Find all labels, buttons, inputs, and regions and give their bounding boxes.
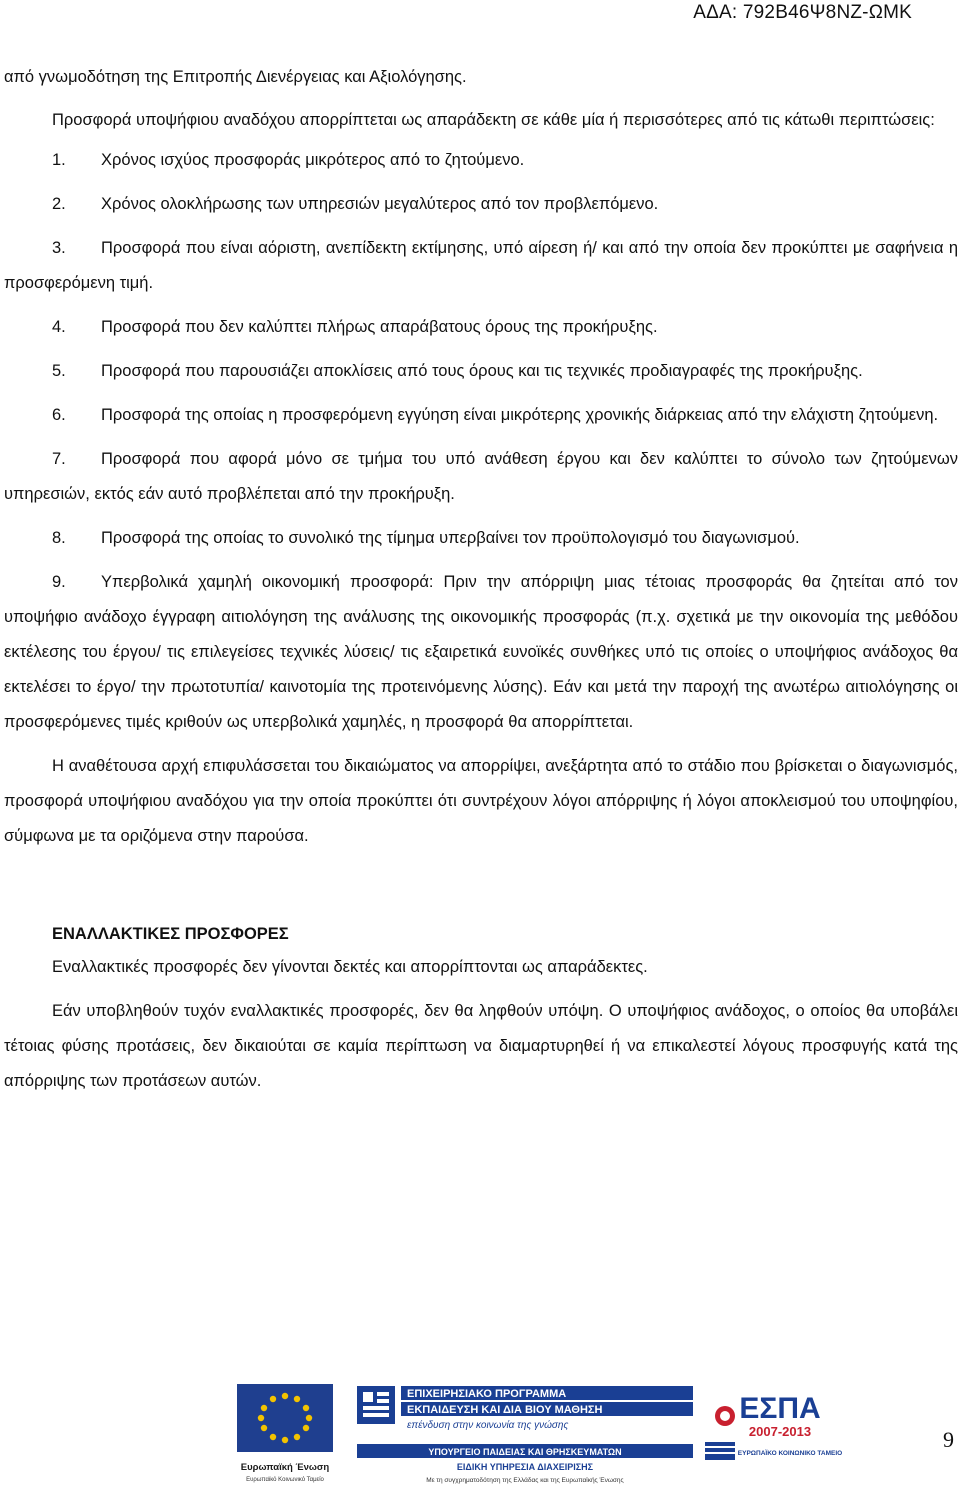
list-text: Προσφορά που αφορά μόνο σε τμήμα του υπό ανάθεση έργου και δεν καλύπτει το σύνολο των ζητούμενων υπηρεσιών, εκτός εάν αυτό προβλέπεται από την προκήρυξη. [4,450,958,503]
list-item [4,354,958,389]
list-item [4,398,958,433]
list-item [4,310,958,345]
footer-logos [225,1378,948,1488]
espa-title: ΕΣΠΑ [739,1392,821,1425]
managing-authority: ΕΙΔΙΚΗ ΥΠΗΡΕΣΙΑ ΔΙΑΧΕΙΡΙΣΗΣ [456,1462,594,1472]
ministry-name: ΥΠΟΥΡΓΕΙΟ ΠΑΙΔΕΙΑΣ ΚΑΙ ΘΡΗΣΚΕΥΜΑΤΩΝ [428,1447,622,1457]
list-item [4,521,958,556]
list-number: 9. [52,573,66,591]
list-text: Προσφορά που είναι αόριστη, ανεπίδεκτη εκτίμησης, υπό αίρεση ή/ και από την οποία δεν προκύπτει με σαφήνεια η προσφερόμενη τιμή. [4,239,958,292]
paragraph-reservation: Η αναθέτουσα αρχή επιφυλάσσεται του δικαιώματος να απορρίψει, ανεξάρτητα από το στάδιο που βρίσκεται ο διαγωνισμός, προσφορά υποψήφιου αναδόχου για την οποία προκύπτει ότι συντρέχουν λόγοι απόρριψης ή λόγοι αποκλεισμού του υποψηφίου, σύμφωνα με τα οριζόμενα στην παρούσα. [4,757,958,845]
eu-fund: Ευρωπαϊκό Κοινωνικό Ταμείο [246,1477,324,1483]
paragraph-alternatives-1: Εναλλακτικές προσφορές δεν γίνονται δεκτές και απορρίπτονται ως απαράδεκτες. [52,958,648,976]
list-item [4,187,958,222]
document-body [4,60,958,1108]
paragraph-rejection-intro: Προσφορά υποψήφιου αναδόχου απορρίπτεται ως απαράδεκτη σε κάθε μία ή περισσότερες από τις κάτωθι περιπτώσεις: [52,111,935,129]
list-text: Προσφορά της οποίας το συνολικό της τίμημα υπερβαίνει τον προϋπολογισμό του διαγωνισμού. [101,529,800,547]
cofinance-note: Με τη συγχρηματοδότηση της Ελλάδας και της Ευρωπαϊκής Ένωσης [426,1477,624,1484]
list-text: Προσφορά της οποίας η προσφερόμενη εγγύηση είναι μικρότερης χρονικής διάρκειας από την ελάχιστη ζητούμενη. [101,406,939,424]
program-emblem-icon [357,1386,395,1424]
list-text: Προσφορά που δεν καλύπτει πλήρως απαράβατους όρους της προκήρυξης. [101,318,658,336]
list-text: Χρόνος ολοκλήρωσης των υπηρεσιών μεγαλύτερος από τον προβλεπόμενο. [101,195,659,213]
list-number: 5. [52,362,66,380]
ada-code: ΑΔΑ: 792Β46Ψ8ΝΖ-ΩΜΚ [693,2,912,23]
paragraph-alternatives-2: Εάν υποβληθούν τυχόν εναλλακτικές προσφορές, δεν θα ληφθούν υπόψη. Ο υποψήφιος ανάδοχος, ο οποίος θα υποβάλει τέτοιας φύσης προτάσεις, δεν δικαιούται σε καμία περίπτωση να διαμαρτυρηθεί ή να επικαλεστεί λόγους προσφυγής κατά της απόρριψης των προτάσεων αυτών. [4,1002,958,1090]
eu-name: Ευρωπαϊκή Ένωση [240,1462,330,1473]
list-item [4,231,958,301]
program-line2: ΕΚΠΑΙΔΕΥΣΗ ΚΑΙ ΔΙΑ ΒΙΟΥ ΜΑΘΗΣΗ [407,1404,603,1416]
section-heading: ΕΝΑΛΛΑΚΤΙΚΕΣ ΠΡΟΣΦΟΡΕΣ [52,925,289,943]
list-item [4,143,958,178]
list-number: 1. [52,151,66,169]
list-number: 7. [52,450,66,468]
program-line1: ΕΠΙΧΕΙΡΗΣΙΑΚΟ ΠΡΟΓΡΑΜΜΑ [407,1388,567,1400]
list-item [4,442,958,512]
program-line3: επένδυση στην κοινωνία της γνώσης [407,1420,569,1431]
rejection-list [4,143,958,740]
list-number: 3. [52,239,66,257]
list-text: Χρόνος ισχύος προσφοράς μικρότερος από το ζητούμενο. [101,151,525,169]
espa-years: 2007-2013 [748,1424,812,1439]
eu-flag-icon [237,1384,333,1452]
espa-fund: ΕΥΡΩΠΑΪΚΟ ΚΟΙΝΩΝΙΚΟ ΤΑΜΕΙΟ [737,1450,843,1457]
list-item [4,565,958,740]
list-number: 4. [52,318,66,336]
paragraph-continuation: από γνωμοδότηση της Επιτροπής Διενέργειας και Αξιολόγησης. [4,68,467,86]
list-number: 2. [52,195,66,213]
espa-logo-icon [715,1406,735,1426]
list-text: Προσφορά που παρουσιάζει αποκλίσεις από τους όρους και τις τεχνικές προδιαγραφές της προκήρυξης. [101,362,863,380]
page-number: 9 [943,1427,954,1452]
list-number: 8. [52,529,66,547]
list-number: 6. [52,406,66,424]
list-text: Υπερβολικά χαμηλή οικονομική προσφορά: Πριν την απόρριψη μιας τέτοιας προσφοράς θα ζητείται από τον υποψήφιο ανάδοχο έγγραφη αιτιολόγηση της ανάλυσης της οικονομικής προσφοράς (π.χ. σχετικά με την οικονομία της μεθόδου εκτέλεσης του έργου/ τις επιλεγείσες τεχνικές λύσεις/ τις εξαιρετικά ευνοϊκές συνθήκες υπό τις οποίες ο υποψήφιος ανάδοχος θα εκτελέσει το έργο/ την πρωτοτυπία/ καινοτομία της προτεινόμενης λύσης). Εάν και μετά την παροχή της ανωτέρω αιτιολόγησης οι προσφερόμενες τιμές κριθούν ως υπερβολικά χαμηλές, η προσφορά θα απορρίπτεται. [4,573,958,731]
